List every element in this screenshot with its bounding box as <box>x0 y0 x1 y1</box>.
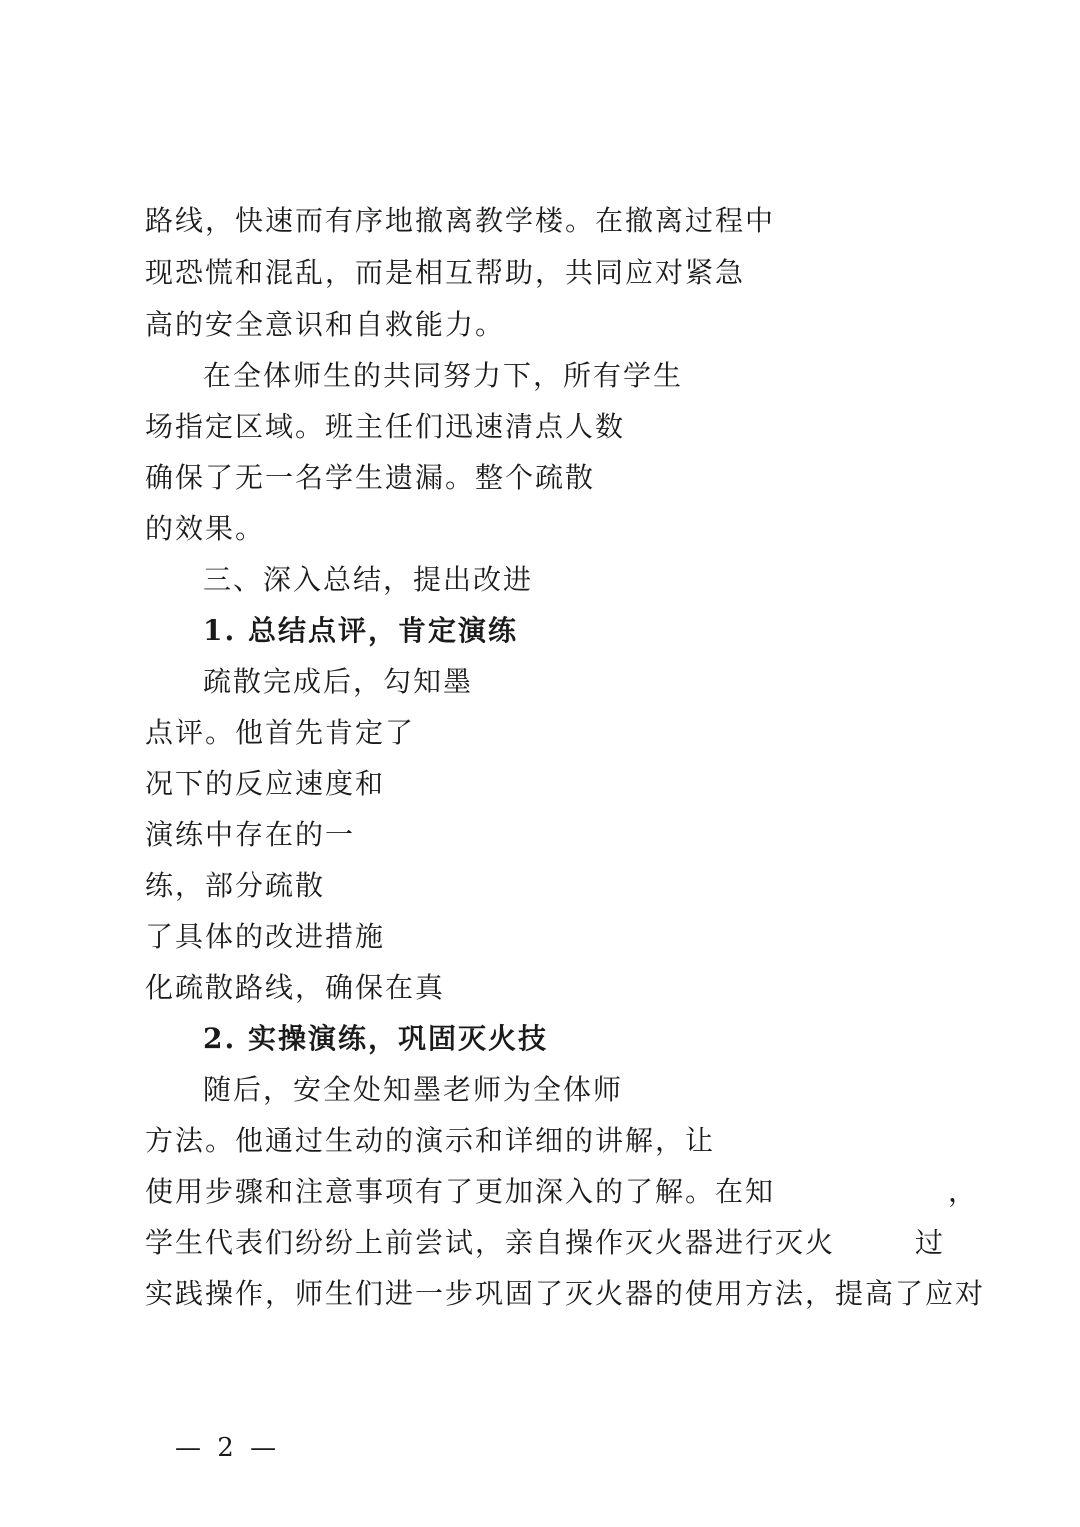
body-line-1: 路线，快速而有序地撤离教学楼。在撤离过程中 <box>145 204 776 237</box>
body-line-21: 学生代表们纷纷上前尝试，亲自操作灭火器进行灭火 <box>145 1226 836 1259</box>
body-line-22: 实践操作，师生们进一步巩固了灭火器的使用方法，提高了应对 <box>145 1277 986 1310</box>
body-line-2: 现恐慌和混乱，而是相互帮助，共同应对紧急 <box>145 256 746 289</box>
body-line-11: 点评。他首先肯定了 <box>145 716 416 749</box>
body-line-10: 疏散完成后，勾知墨 <box>203 665 474 698</box>
body-line-18: 随后，安全处知墨老师为全体师 <box>203 1073 624 1106</box>
subsection-heading-1: 1. 总结点评，肯定演练 <box>203 614 518 647</box>
paragraph-start-line: 在全体师生的共同努力下，所有学生 <box>203 359 684 392</box>
body-line-5: 场指定区域。班主任们迅速清点人数 <box>145 410 626 443</box>
body-line-19: 方法。他通过生动的演示和详细的讲解，让 <box>145 1124 716 1157</box>
body-line-15: 了具体的改进措施 <box>145 920 386 953</box>
body-line-14: 练，部分疏散 <box>145 869 326 902</box>
body-line-7: 的效果。 <box>145 512 266 545</box>
body-line-21-fragment: 过 <box>915 1226 946 1259</box>
body-line-12: 况下的反应速度和 <box>145 767 386 800</box>
body-line-13: 演练中存在的一 <box>145 818 356 851</box>
page-number: — 2 — <box>175 1433 281 1463</box>
body-line-16: 化疏散路线，确保在真 <box>145 971 446 1004</box>
body-line-20-fragment: ， <box>948 1175 979 1208</box>
body-line-20: 使用步骤和注意事项有了更加深入的了解。在知 <box>145 1175 776 1208</box>
body-line-6: 确保了无一名学生遗漏。整个疏散 <box>145 461 596 494</box>
section-heading: 三、深入总结，提出改进 <box>203 563 534 596</box>
subsection-heading-2: 2. 实操演练，巩固灭火技 <box>203 1022 548 1055</box>
body-line-3: 高的安全意识和自救能力。 <box>145 308 506 341</box>
